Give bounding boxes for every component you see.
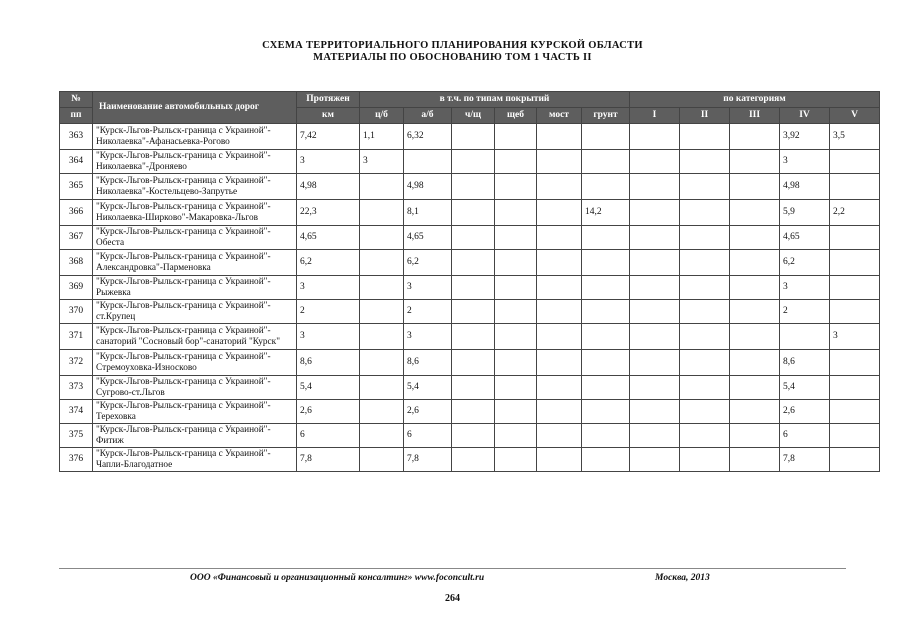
cell-c4: 7,8: [780, 448, 830, 472]
cell-ab: 5,4: [404, 376, 452, 400]
cell-name: "Курск-Льгов-Рыльск-граница с Украиной"-Фитиж: [93, 424, 297, 448]
cell-km: 4,65: [297, 226, 360, 250]
cell-km: 5,4: [297, 376, 360, 400]
cell-ab: 6,32: [404, 124, 452, 150]
table-row: [60, 174, 880, 200]
cell-chc: [452, 400, 495, 424]
cell-c3: [730, 150, 780, 174]
cell-name: "Курск-Льгов-Рыльск-граница с Украиной"-Тереховка: [93, 400, 297, 424]
cell-scheb: [495, 424, 537, 448]
cell-c3: [730, 200, 780, 226]
header-most: мост: [537, 108, 582, 124]
cell-no: 368: [60, 250, 93, 276]
table-row: [60, 400, 880, 424]
cell-km: 4,98: [297, 174, 360, 200]
cell-c1: [630, 424, 680, 448]
cell-no: 376: [60, 448, 93, 472]
cell-c3: [730, 174, 780, 200]
cell-c2: [680, 250, 730, 276]
cell-no: 375: [60, 424, 93, 448]
cell-ab: 6: [404, 424, 452, 448]
cell-c3: [730, 400, 780, 424]
cell-no: 365: [60, 174, 93, 200]
cell-cb: [360, 226, 404, 250]
header-pp: пп: [60, 108, 93, 124]
cell-c1: [630, 324, 680, 350]
cell-scheb: [495, 174, 537, 200]
cell-ab: 8,6: [404, 350, 452, 376]
cell-most: [537, 174, 582, 200]
cell-name: "Курск-Льгов-Рыльск-граница с Украиной"-Чапли-Благодатное: [93, 448, 297, 472]
cell-chc: [452, 174, 495, 200]
cell-chc: [452, 124, 495, 150]
cell-chc: [452, 250, 495, 276]
cell-c5: 3: [830, 324, 880, 350]
footer-company: ООО «Финансовый и организационный консалтинг» www.foconcult.ru: [190, 573, 485, 583]
header-cb: ц/б: [360, 108, 404, 124]
cell-no: 366: [60, 200, 93, 226]
cell-grunt: 14,2: [582, 200, 630, 226]
cell-grunt: [582, 150, 630, 174]
cell-km: 3: [297, 150, 360, 174]
cell-c2: [680, 300, 730, 324]
cell-chc: [452, 200, 495, 226]
cell-c4: 5,9: [780, 200, 830, 226]
cell-name: "Курск-Льгов-Рыльск-граница с Украиной"-Рыжевка: [93, 276, 297, 300]
cell-c2: [680, 324, 730, 350]
cell-chc: [452, 150, 495, 174]
cell-cb: [360, 424, 404, 448]
cell-c3: [730, 300, 780, 324]
cell-cb: [360, 276, 404, 300]
cell-c4: 4,65: [780, 226, 830, 250]
table-row: [60, 276, 880, 300]
cell-cb: [360, 376, 404, 400]
cell-scheb: [495, 124, 537, 150]
footer-divider: [59, 568, 846, 569]
cell-grunt: [582, 250, 630, 276]
table-row: [60, 350, 880, 376]
cell-ab: [404, 150, 452, 174]
cell-cb: [360, 300, 404, 324]
cell-cb: 3: [360, 150, 404, 174]
cell-chc: [452, 300, 495, 324]
cell-no: 367: [60, 226, 93, 250]
cell-c5: [830, 174, 880, 200]
cell-most: [537, 226, 582, 250]
cell-c5: [830, 350, 880, 376]
cell-no: 369: [60, 276, 93, 300]
header-ab: а/б: [404, 108, 452, 124]
cell-grunt: [582, 448, 630, 472]
cell-c2: [680, 150, 730, 174]
cell-c2: [680, 400, 730, 424]
header-no: №: [60, 92, 93, 108]
cell-c5: [830, 424, 880, 448]
cell-c4: 3,92: [780, 124, 830, 150]
cell-c4: 2,6: [780, 400, 830, 424]
table-row: [60, 424, 880, 448]
cell-scheb: [495, 350, 537, 376]
cell-name: "Курск-Льгов-Рыльск-граница с Украиной"-Николаевка"-Дроняево: [93, 150, 297, 174]
cell-c1: [630, 400, 680, 424]
cell-ab: 6,2: [404, 250, 452, 276]
cell-grunt: [582, 324, 630, 350]
cell-grunt: [582, 400, 630, 424]
cell-no: 363: [60, 124, 93, 150]
cell-scheb: [495, 226, 537, 250]
header-categories: по категориям: [630, 92, 880, 108]
cell-scheb: [495, 400, 537, 424]
cell-chc: [452, 226, 495, 250]
cell-ab: 3: [404, 276, 452, 300]
cell-km: 2: [297, 300, 360, 324]
cell-most: [537, 400, 582, 424]
header-cat-5: V: [830, 108, 880, 124]
cell-km: 7,8: [297, 448, 360, 472]
cell-chc: [452, 324, 495, 350]
page-number: 264: [445, 593, 460, 604]
header-road-name: Наименование автомобильных дорог: [93, 92, 297, 124]
cell-c4: 8,6: [780, 350, 830, 376]
cell-c3: [730, 424, 780, 448]
cell-c2: [680, 226, 730, 250]
table-row: [60, 226, 880, 250]
header-cat-3: III: [730, 108, 780, 124]
cell-name: "Курск-Льгов-Рыльск-граница с Украиной"-Стремоуховка-Износково: [93, 350, 297, 376]
cell-c3: [730, 376, 780, 400]
cell-c2: [680, 448, 730, 472]
cell-name: "Курск-Льгов-Рыльск-граница с Украиной"-Александровка"-Парменовка: [93, 250, 297, 276]
cell-most: [537, 350, 582, 376]
roads-table-body: [60, 124, 880, 472]
cell-chc: [452, 448, 495, 472]
cell-c5: 3,5: [830, 124, 880, 150]
cell-grunt: [582, 174, 630, 200]
cell-km: 6,2: [297, 250, 360, 276]
cell-c1: [630, 174, 680, 200]
cell-c5: 2,2: [830, 200, 880, 226]
cell-c1: [630, 350, 680, 376]
cell-c4: 5,4: [780, 376, 830, 400]
table-row: [60, 200, 880, 226]
cell-c3: [730, 324, 780, 350]
cell-no: 371: [60, 324, 93, 350]
header-cat-2: II: [680, 108, 730, 124]
cell-c3: [730, 250, 780, 276]
roads-table: [59, 91, 880, 472]
cell-ab: 8,1: [404, 200, 452, 226]
cell-scheb: [495, 448, 537, 472]
cell-c1: [630, 150, 680, 174]
cell-c5: [830, 226, 880, 250]
cell-km: 3: [297, 276, 360, 300]
cell-c4: [780, 324, 830, 350]
cell-most: [537, 324, 582, 350]
cell-name: "Курск-Льгов-Рыльск-граница с Украиной"-ст.Крупец: [93, 300, 297, 324]
cell-c4: 6: [780, 424, 830, 448]
header-length: Протяжен: [297, 92, 360, 108]
cell-scheb: [495, 150, 537, 174]
cell-most: [537, 250, 582, 276]
cell-c2: [680, 200, 730, 226]
cell-c5: [830, 150, 880, 174]
cell-grunt: [582, 424, 630, 448]
cell-c2: [680, 174, 730, 200]
cell-ab: 2: [404, 300, 452, 324]
cell-no: 364: [60, 150, 93, 174]
header-surface-types: в т.ч. по типам покрытий: [360, 92, 630, 108]
cell-no: 370: [60, 300, 93, 324]
cell-chc: [452, 276, 495, 300]
cell-name: "Курск-Льгов-Рыльск-граница с Украиной"-Николаевка"-Афанасьевка-Рогово: [93, 124, 297, 150]
header-chc: ч/щ: [452, 108, 495, 124]
cell-c2: [680, 350, 730, 376]
cell-c2: [680, 276, 730, 300]
table-row: [60, 124, 880, 150]
cell-c1: [630, 200, 680, 226]
document-subtitle: МАТЕРИАЛЫ ПО ОБОСНОВАНИЮ ТОМ 1 ЧАСТЬ II: [313, 52, 592, 63]
cell-chc: [452, 350, 495, 376]
cell-ab: 2,6: [404, 400, 452, 424]
cell-km: 3: [297, 324, 360, 350]
cell-most: [537, 276, 582, 300]
cell-c1: [630, 124, 680, 150]
cell-ab: 3: [404, 324, 452, 350]
cell-scheb: [495, 250, 537, 276]
cell-name: "Курск-Льгов-Рыльск-граница с Украиной"-Николаевка"-Костельцево-Запрутье: [93, 174, 297, 200]
cell-cb: [360, 174, 404, 200]
table-row: [60, 300, 880, 324]
cell-c1: [630, 376, 680, 400]
cell-c5: [830, 300, 880, 324]
header-cat-1: I: [630, 108, 680, 124]
cell-most: [537, 124, 582, 150]
table-row: [60, 324, 880, 350]
cell-c3: [730, 448, 780, 472]
cell-most: [537, 424, 582, 448]
cell-name: "Курск-Льгов-Рыльск-граница с Украиной"-Сугрово-ст.Льгов: [93, 376, 297, 400]
cell-no: 372: [60, 350, 93, 376]
cell-grunt: [582, 300, 630, 324]
cell-c3: [730, 124, 780, 150]
cell-km: 7,42: [297, 124, 360, 150]
cell-name: "Курск-Льгов-Рыльск-граница с Украиной"-Обеста: [93, 226, 297, 250]
cell-ab: 4,98: [404, 174, 452, 200]
cell-scheb: [495, 324, 537, 350]
cell-c4: 4,98: [780, 174, 830, 200]
cell-c5: [830, 276, 880, 300]
footer-city-year: Москва, 2013: [655, 573, 710, 583]
cell-grunt: [582, 226, 630, 250]
cell-cb: [360, 448, 404, 472]
cell-ab: 4,65: [404, 226, 452, 250]
cell-c4: 6,2: [780, 250, 830, 276]
cell-c1: [630, 276, 680, 300]
table-header-row-top: [60, 92, 880, 108]
cell-name: "Курск-Льгов-Рыльск-граница с Украиной"-Николаевка-Ширково"-Макаровка-Льгов: [93, 200, 297, 226]
cell-grunt: [582, 124, 630, 150]
cell-km: 8,6: [297, 350, 360, 376]
cell-no: 373: [60, 376, 93, 400]
cell-name: "Курск-Льгов-Рыльск-граница с Украиной"-санаторий "Сосновый бор"-санаторий "Курск": [93, 324, 297, 350]
header-scheb: щеб: [495, 108, 537, 124]
cell-c5: [830, 400, 880, 424]
cell-c5: [830, 250, 880, 276]
cell-scheb: [495, 300, 537, 324]
table-row: [60, 376, 880, 400]
header-km: км: [297, 108, 360, 124]
cell-no: 374: [60, 400, 93, 424]
cell-chc: [452, 424, 495, 448]
cell-c4: 2: [780, 300, 830, 324]
cell-cb: [360, 200, 404, 226]
cell-km: 22,3: [297, 200, 360, 226]
cell-c2: [680, 124, 730, 150]
cell-scheb: [495, 200, 537, 226]
cell-c1: [630, 448, 680, 472]
cell-scheb: [495, 376, 537, 400]
cell-c5: [830, 448, 880, 472]
cell-c2: [680, 376, 730, 400]
cell-cb: [360, 324, 404, 350]
cell-cb: 1,1: [360, 124, 404, 150]
cell-most: [537, 150, 582, 174]
cell-c2: [680, 424, 730, 448]
cell-c1: [630, 250, 680, 276]
document-title: СХЕМА ТЕРРИТОРИАЛЬНОГО ПЛАНИРОВАНИЯ КУРСКОЙ ОБЛАСТИ: [262, 40, 643, 51]
cell-grunt: [582, 376, 630, 400]
cell-c3: [730, 350, 780, 376]
cell-most: [537, 448, 582, 472]
table-row: [60, 150, 880, 174]
cell-most: [537, 376, 582, 400]
header-cat-4: IV: [780, 108, 830, 124]
cell-km: 6: [297, 424, 360, 448]
table-row: [60, 250, 880, 276]
cell-cb: [360, 350, 404, 376]
header-grunt: грунт: [582, 108, 630, 124]
cell-scheb: [495, 276, 537, 300]
cell-most: [537, 300, 582, 324]
cell-chc: [452, 376, 495, 400]
cell-c5: [830, 376, 880, 400]
cell-cb: [360, 400, 404, 424]
cell-km: 2,6: [297, 400, 360, 424]
cell-c1: [630, 226, 680, 250]
cell-c4: 3: [780, 150, 830, 174]
cell-most: [537, 200, 582, 226]
cell-c4: 3: [780, 276, 830, 300]
cell-ab: 7,8: [404, 448, 452, 472]
cell-c3: [730, 226, 780, 250]
cell-c3: [730, 276, 780, 300]
cell-grunt: [582, 276, 630, 300]
cell-cb: [360, 250, 404, 276]
cell-grunt: [582, 350, 630, 376]
cell-c1: [630, 300, 680, 324]
table-row: [60, 448, 880, 472]
